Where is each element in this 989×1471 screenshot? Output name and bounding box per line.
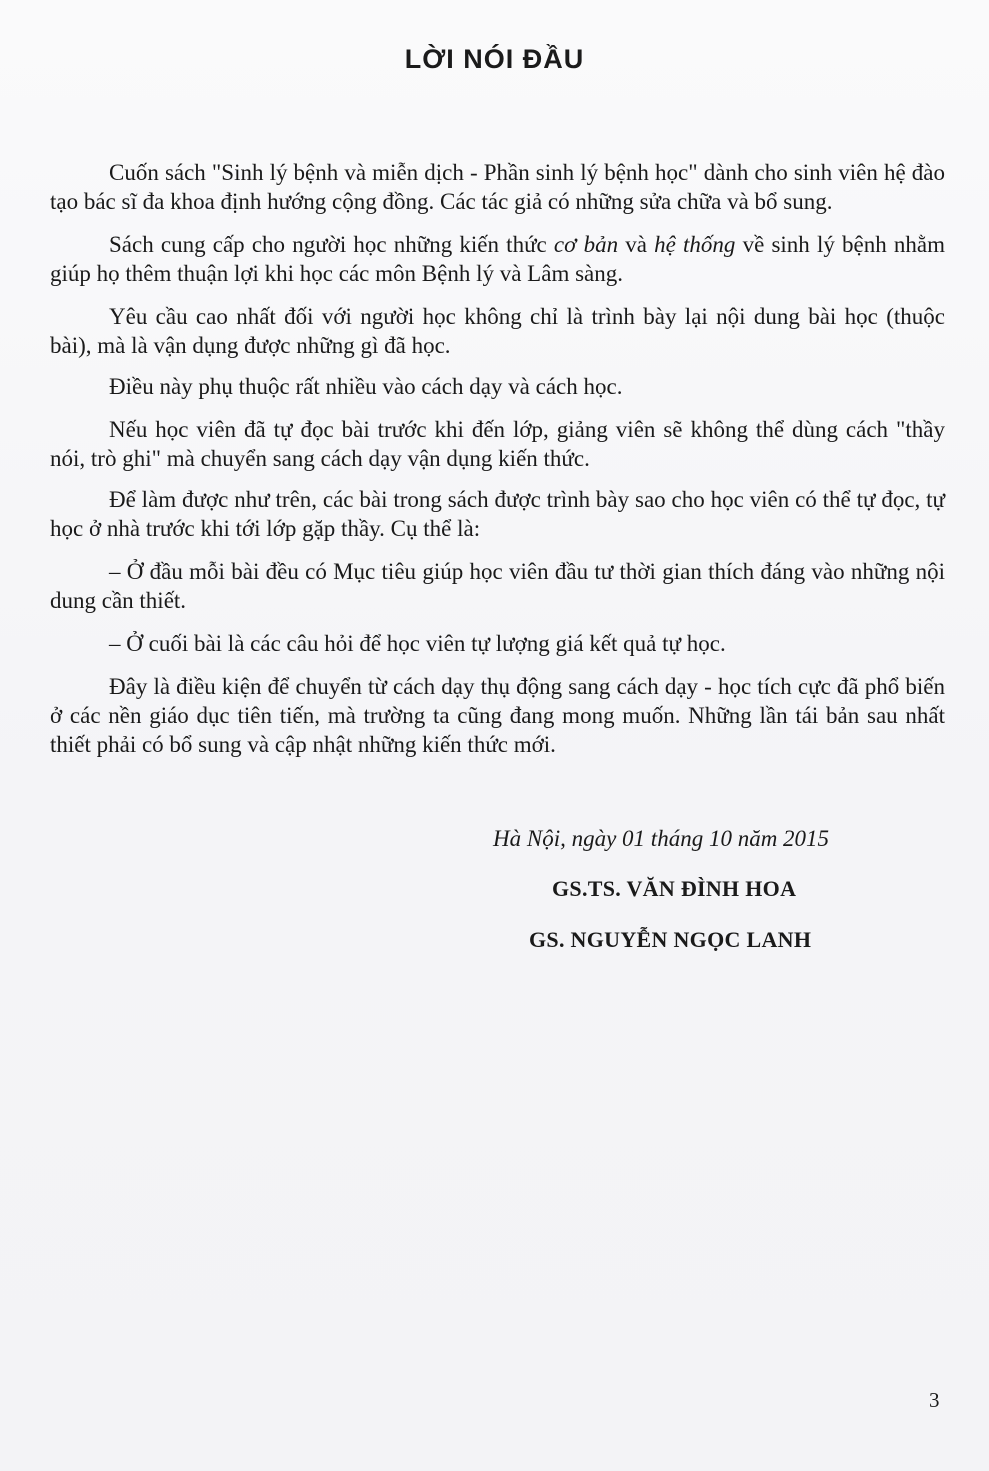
paragraph-8: – Ở cuối bài là các câu hỏi để học viên tự lượng giá kết quả tự học. (109, 631, 726, 656)
paragraph-2-text-c: về sinh lý bệnh nhằm giúp họ thêm thuận lợi khi học các môn Bệnh lý và Lâm sàng. (50, 232, 945, 286)
paragraph-5: Nếu học viên đã tự đọc bài trước khi đến lớp, giảng viên sẽ không thể dùng cách "thầy nói, trò ghi" mà chuyển sang cách dạy vận dụng kiến thức. (50, 417, 945, 471)
paragraph-6: Để làm được như trên, các bài trong sách được trình bày sao cho học viên có thể tự đọc, tự học ở nhà trước khi tới lớp gặp thầy. Cụ thể là: (50, 487, 945, 541)
author-2: GS. NGUYỄN NGỌC LANH (529, 927, 812, 952)
page-number: 3 (929, 1388, 940, 1412)
author-1: GS.TS. VĂN ĐÌNH HOA (552, 876, 797, 901)
emphasis-he-thong: hệ thống (654, 232, 736, 257)
paragraph-3: Yêu cầu cao nhất đối với người học không chỉ là trình bày lại nội dung bài học (thuộc bài), mà là vận dụng được những gì đã học. (50, 304, 945, 358)
emphasis-co-ban: cơ bản (553, 232, 619, 257)
paragraph-2-text-a: Sách cung cấp cho người học những kiến thức (109, 232, 554, 257)
paragraph-2 (50, 230, 945, 288)
paragraph-7: – Ở đầu mỗi bài đều có Mục tiêu giúp học viên đầu tư thời gian thích đáng vào những nội dung cần thiết. (50, 559, 945, 613)
paragraph-4: Điều này phụ thuộc rất nhiều vào cách dạy và cách học. (109, 374, 623, 399)
date-line: Hà Nội, ngày 01 tháng 10 năm 2015 (493, 826, 830, 851)
paragraph-1: Cuốn sách "Sinh lý bệnh và miễn dịch - Phần sinh lý bệnh học" dành cho sinh viên hệ đào tạo bác sĩ đa khoa định hướng cộng đồng. Các tác giả có những sửa chữa và bổ sung. (50, 160, 945, 214)
paragraph-9: Đây là điều kiện để chuyển từ cách dạy thụ động sang cách dạy - học tích cực đã phổ biến ở các nền giáo dục tiên tiến, mà trường ta cũng đang mong muốn. Những lần tái bản sau nhất thiết phải có bổ sung và cập nhật những kiến thức mới. (50, 674, 945, 757)
paragraph-2-text-b: và (618, 232, 655, 257)
preface-body (50, 158, 945, 773)
page-title: LỜI NÓI ĐẦU (404, 44, 585, 74)
